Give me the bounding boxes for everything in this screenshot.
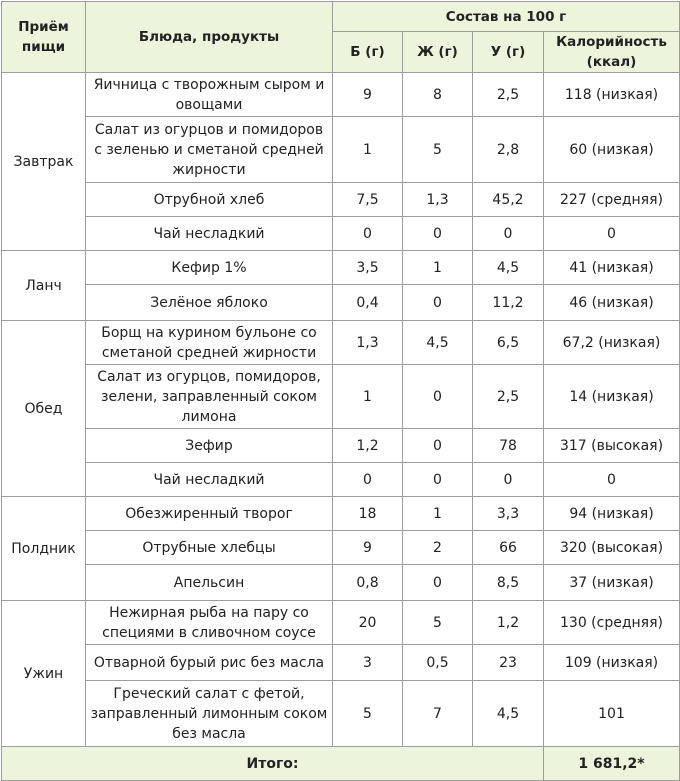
header-meal xyxy=(2,2,86,73)
nutrition-table xyxy=(1,1,680,781)
protein-cell: 1,3 xyxy=(333,321,403,365)
dish-cell: Борщ на курином бульоне со сметаной средней жирности xyxy=(86,321,333,365)
protein-cell: 1 xyxy=(333,365,403,429)
calories-cell: 60 (низкая) xyxy=(544,117,680,183)
calories-cell: 41 (низкая) xyxy=(544,251,680,285)
calories-cell: 0 xyxy=(544,217,680,251)
fat-cell: 0 xyxy=(403,565,473,601)
total-label xyxy=(2,747,544,781)
dish-cell: Греческий салат с фетой, заправленный лимонным соком без масла xyxy=(86,681,333,747)
carbs-cell: 23 xyxy=(473,645,544,681)
dish-cell: Отрубные хлебцы xyxy=(86,531,333,565)
fat-cell: 0,5 xyxy=(403,645,473,681)
protein-cell: 3 xyxy=(333,645,403,681)
protein-cell: 0,8 xyxy=(333,565,403,601)
dish-cell: Яичница с творожным сыром и овощами xyxy=(86,73,333,117)
fat-cell: 1,3 xyxy=(403,183,473,217)
calories-cell: 67,2 (низкая) xyxy=(544,321,680,365)
table-row xyxy=(2,601,680,645)
calories-cell: 94 (низкая) xyxy=(544,497,680,531)
header-protein xyxy=(333,32,403,73)
carbs-cell: 1,2 xyxy=(473,601,544,645)
carbs-cell: 78 xyxy=(473,429,544,463)
dish-cell: Нежирная рыба на пару со специями в сливочном соусе xyxy=(86,601,333,645)
meal-name: Ланч xyxy=(2,251,86,321)
header-fat-label: Ж (г) xyxy=(417,44,458,60)
table-row xyxy=(2,463,680,497)
table-row xyxy=(2,217,680,251)
carbs-cell: 3,3 xyxy=(473,497,544,531)
protein-cell: 0 xyxy=(333,463,403,497)
protein-cell: 1 xyxy=(333,117,403,183)
dish-cell: Зефир xyxy=(86,429,333,463)
table-row xyxy=(2,73,680,117)
protein-cell: 3,5 xyxy=(333,251,403,285)
dish-cell: Салат из огурцов, помидоров, зелени, заправленный соком лимона xyxy=(86,365,333,429)
carbs-cell: 2,8 xyxy=(473,117,544,183)
calories-cell: 227 (средняя) xyxy=(544,183,680,217)
calories-cell: 101 xyxy=(544,681,680,747)
meal-name: Обед xyxy=(2,321,86,497)
carbs-cell: 66 xyxy=(473,531,544,565)
meal-name: Полдник xyxy=(2,497,86,601)
fat-cell: 5 xyxy=(403,117,473,183)
meal-name: Ужин xyxy=(2,601,86,747)
table-row xyxy=(2,365,680,429)
header-calories-label: Калорийность (ккал) xyxy=(556,34,667,70)
carbs-cell: 8,5 xyxy=(473,565,544,601)
header-meal-label: Приём пищи xyxy=(18,19,69,55)
header-protein-label: Б (г) xyxy=(350,44,385,60)
dish-cell: Кефир 1% xyxy=(86,251,333,285)
protein-cell: 20 xyxy=(333,601,403,645)
total-label-text: Итого: xyxy=(246,755,299,772)
dish-cell: Обезжиренный творог xyxy=(86,497,333,531)
fat-cell: 0 xyxy=(403,285,473,321)
fat-cell: 4,5 xyxy=(403,321,473,365)
fat-cell: 5 xyxy=(403,601,473,645)
header-carbs xyxy=(473,32,544,73)
fat-cell: 0 xyxy=(403,217,473,251)
carbs-cell: 11,2 xyxy=(473,285,544,321)
carbs-cell: 0 xyxy=(473,463,544,497)
table-row xyxy=(2,565,680,601)
header-dish-label: Блюда, продукты xyxy=(138,29,280,45)
table-row xyxy=(2,645,680,681)
calories-cell: 130 (средняя) xyxy=(544,601,680,645)
carbs-cell: 4,5 xyxy=(473,681,544,747)
fat-cell: 0 xyxy=(403,365,473,429)
calories-cell: 118 (низкая) xyxy=(544,73,680,117)
dish-cell: Чай несладкий xyxy=(86,217,333,251)
carbs-cell: 2,5 xyxy=(473,365,544,429)
header-composition-label: Состав на 100 г xyxy=(445,8,567,25)
dish-cell: Отварной бурый рис без масла xyxy=(86,645,333,681)
total-value-text: 1 681,2* xyxy=(578,755,645,772)
carbs-cell: 0 xyxy=(473,217,544,251)
calories-cell: 46 (низкая) xyxy=(544,285,680,321)
table-row xyxy=(2,285,680,321)
protein-cell: 18 xyxy=(333,497,403,531)
calories-cell: 0 xyxy=(544,463,680,497)
total-row xyxy=(2,747,680,781)
dish-cell: Чай несладкий xyxy=(86,463,333,497)
header-calories xyxy=(544,32,680,73)
table-row xyxy=(2,183,680,217)
protein-cell: 0,4 xyxy=(333,285,403,321)
table-row xyxy=(2,531,680,565)
protein-cell: 1,2 xyxy=(333,429,403,463)
table-row xyxy=(2,429,680,463)
fat-cell: 0 xyxy=(403,463,473,497)
carbs-cell: 45,2 xyxy=(473,183,544,217)
table-body xyxy=(2,73,680,747)
fat-cell: 7 xyxy=(403,681,473,747)
protein-cell: 9 xyxy=(333,73,403,117)
table-row xyxy=(2,497,680,531)
carbs-cell: 4,5 xyxy=(473,251,544,285)
protein-cell: 7,5 xyxy=(333,183,403,217)
header-carbs-label: У (г) xyxy=(490,44,526,60)
meal-name: Завтрак xyxy=(2,73,86,251)
protein-cell: 0 xyxy=(333,217,403,251)
calories-cell: 317 (высокая) xyxy=(544,429,680,463)
total-value xyxy=(544,747,680,781)
calories-cell: 320 (высокая) xyxy=(544,531,680,565)
dish-cell: Апельсин xyxy=(86,565,333,601)
table-row xyxy=(2,681,680,747)
fat-cell: 8 xyxy=(403,73,473,117)
fat-cell: 2 xyxy=(403,531,473,565)
header-dish xyxy=(86,2,333,73)
carbs-cell: 6,5 xyxy=(473,321,544,365)
calories-cell: 14 (низкая) xyxy=(544,365,680,429)
dish-cell: Салат из огурцов и помидоров с зеленью и сметаной средней жирности xyxy=(86,117,333,183)
calories-cell: 37 (низкая) xyxy=(544,565,680,601)
dish-cell: Отрубной хлеб xyxy=(86,183,333,217)
table-row xyxy=(2,251,680,285)
calories-cell: 109 (низкая) xyxy=(544,645,680,681)
carbs-cell: 2,5 xyxy=(473,73,544,117)
header-fat xyxy=(403,32,473,73)
table-row xyxy=(2,117,680,183)
table-row xyxy=(2,321,680,365)
header-composition xyxy=(333,2,680,32)
fat-cell: 0 xyxy=(403,429,473,463)
protein-cell: 5 xyxy=(333,681,403,747)
fat-cell: 1 xyxy=(403,251,473,285)
dish-cell: Зелёное яблоко xyxy=(86,285,333,321)
fat-cell: 1 xyxy=(403,497,473,531)
protein-cell: 9 xyxy=(333,531,403,565)
